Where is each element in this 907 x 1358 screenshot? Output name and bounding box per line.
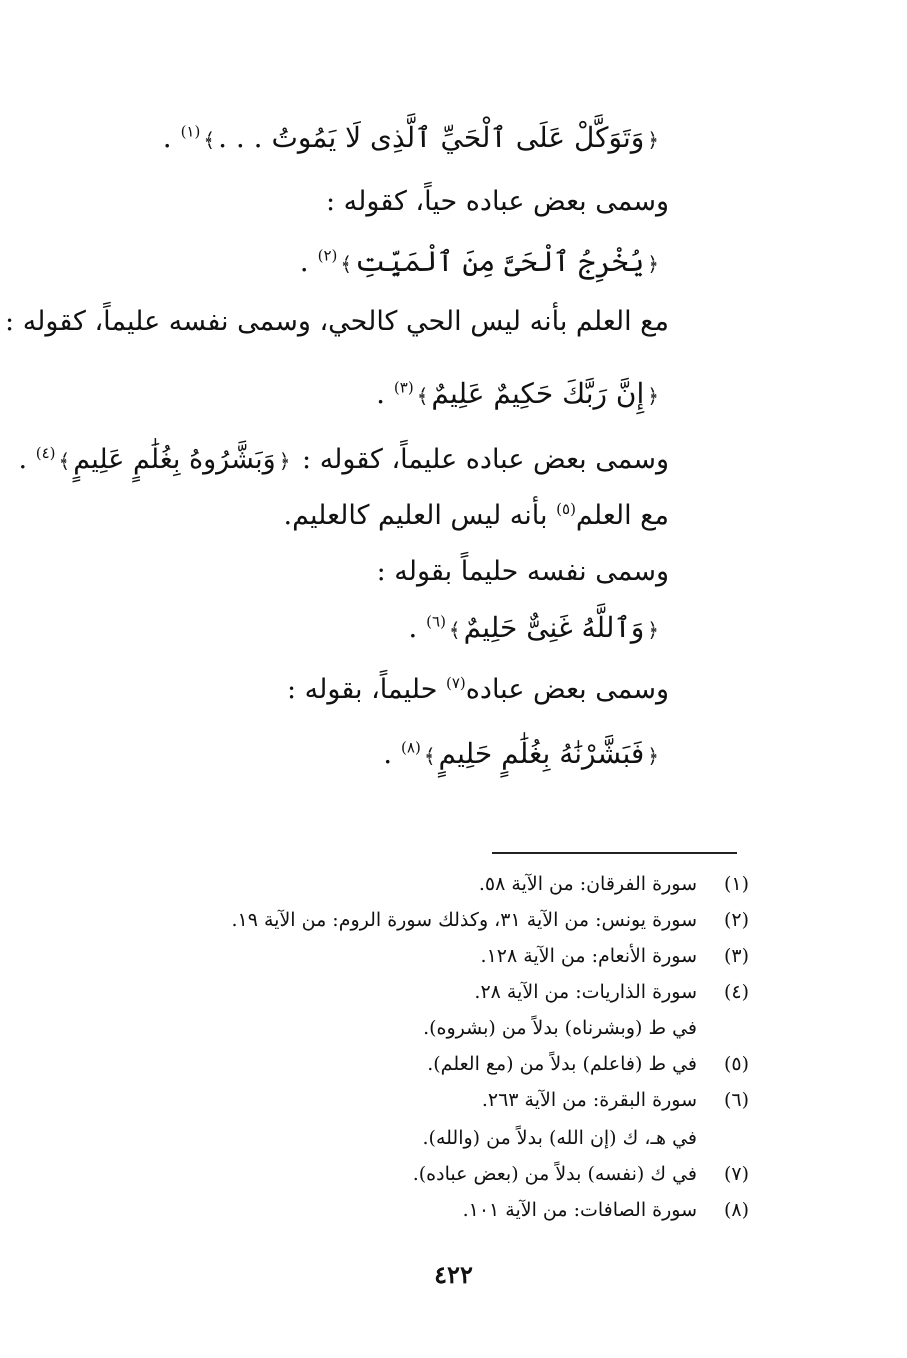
- period: .: [162, 121, 172, 154]
- verse-text: فَبَشَّرْنَٰهُ بِغُلَٰمٍ حَلِيمٍ: [438, 737, 645, 770]
- footnote-5: [427, 1050, 749, 1078]
- body-line-8: وسمى نفسه حليماً بقوله :: [376, 556, 669, 587]
- footnote-text: سورة يونس: من الآية ٣١، وكذلك سورة الروم: من الآية ١٩.: [231, 909, 697, 931]
- footnote-ref: (٣): [393, 378, 414, 397]
- body-text-2: بأنه ليس العليم كالعليم.: [283, 500, 548, 531]
- footnote-6-note: [423, 1124, 750, 1152]
- ornament-close: ﴾: [340, 251, 353, 276]
- footnote-ref: (٨): [401, 738, 421, 757]
- ornament-close: ﴾: [448, 617, 461, 642]
- footnote-text: في هـ، ك (إن الله) بدلاً من (والله).: [422, 1127, 697, 1149]
- footnote-number: (١): [723, 873, 749, 895]
- ornament-close: ﴾: [423, 743, 436, 768]
- footnote-ref: (٥): [556, 500, 576, 518]
- ornament-open: ﴿: [647, 383, 659, 408]
- period: .: [408, 611, 418, 644]
- footnote-4: [474, 978, 749, 1006]
- footnote-number: (٧): [723, 1163, 749, 1185]
- footnote-ref: (٦): [426, 612, 446, 631]
- period: .: [299, 245, 309, 278]
- body-line-2: وسمى بعض عباده حياً، كقوله :: [326, 186, 669, 217]
- footnote-3: [481, 942, 749, 970]
- footnote-number: (٦): [723, 1089, 749, 1111]
- footnote-ref: (١): [180, 122, 201, 141]
- verse-line-1: [163, 116, 662, 162]
- ornament-close: ﴾: [203, 127, 216, 152]
- verse-line-9: [408, 606, 662, 652]
- verse-line-11: [383, 732, 662, 778]
- footnote-number: (٣): [723, 945, 749, 967]
- footnote-number: (٢): [723, 909, 749, 931]
- page-number: ٤٢٢: [434, 1260, 473, 1289]
- footnote-text: سورة الأنعام: من الآية ١٢٨.: [480, 945, 697, 967]
- footnote-ref: (٢): [317, 246, 338, 265]
- ornament-close: ﴾: [416, 383, 429, 408]
- footnote-number: (٨): [723, 1199, 749, 1221]
- verse-line-5: [376, 372, 662, 418]
- ornament-open: ﴿: [647, 617, 659, 642]
- footnote-ref: (٤): [35, 444, 56, 462]
- footnote-text: سورة الذاريات: من الآية ٢٨.: [474, 981, 697, 1003]
- verse-text: إِنَّ رَبَّكَ حَكِيمٌ عَلِيمٌ: [431, 377, 645, 410]
- period: .: [376, 377, 385, 410]
- ornament-open: ﴿: [647, 127, 659, 152]
- body-text: وسمى بعض عباده عليماً، كقوله :: [302, 444, 669, 475]
- ornament-close: ﴾: [58, 448, 71, 473]
- ornament-open: ﴿: [647, 251, 659, 276]
- footnote-2: [231, 906, 749, 934]
- footnote-1: [479, 870, 749, 898]
- body-text: وسمى بعض عباده: [465, 674, 669, 705]
- verse-text: يُخْرِجُ ٱلْحَىَّ مِنَ ٱلْمَيِّتِ: [355, 245, 645, 278]
- footnote-ref: (٧): [446, 674, 466, 692]
- footnote-6: [482, 1086, 749, 1114]
- verse-text: وَٱللَّهُ غَنِىٌّ حَلِيمٌ: [463, 611, 645, 644]
- ornament-open: ﴿: [278, 448, 291, 473]
- footnote-text: في ط (وبشرناه) بدلاً من (بشروه).: [423, 1017, 697, 1039]
- body-line-4: مع العلم بأنه ليس الحي كالحي، وسمى نفسه عليماً، كقوله :: [5, 306, 669, 337]
- verse-text: وَتَوَكَّلْ عَلَى ٱلْحَيِّ ٱلَّذِى لَا يَمُوتُ . . .: [218, 121, 645, 154]
- body-line-10: [287, 670, 669, 710]
- footnote-4-note: [423, 1014, 749, 1042]
- footnote-7: [413, 1160, 749, 1188]
- footnote-text: في ك (نفسه) بدلاً من (بعض عباده).: [412, 1163, 697, 1185]
- body-line-6: [19, 440, 669, 481]
- footnote-text: سورة البقرة: من الآية ٢٦٣.: [481, 1089, 697, 1111]
- footnote-8: [463, 1196, 749, 1224]
- body-text-2: حليماً، بقوله :: [286, 674, 438, 705]
- footnote-text: سورة الفرقان: من الآية ٥٨.: [478, 873, 697, 895]
- body-text: مع العلم: [575, 500, 669, 531]
- footnote-text: سورة الصافات: من الآية ١٠١.: [462, 1199, 697, 1221]
- footnote-number: (٥): [723, 1053, 749, 1075]
- period: .: [18, 444, 28, 475]
- verse-text: وَبَشَّرُوهُ بِغُلَٰمٍ عَلِيمٍ: [73, 444, 276, 475]
- footnote-number: (٤): [723, 981, 749, 1003]
- period: .: [383, 737, 393, 770]
- body-line-7: [283, 496, 669, 536]
- verse-line-3: [300, 240, 662, 286]
- footnote-text: في ط (فاعلم) بدلاً من (مع العلم).: [427, 1053, 697, 1075]
- footnote-divider: [492, 852, 737, 854]
- ornament-open: ﴿: [647, 743, 659, 768]
